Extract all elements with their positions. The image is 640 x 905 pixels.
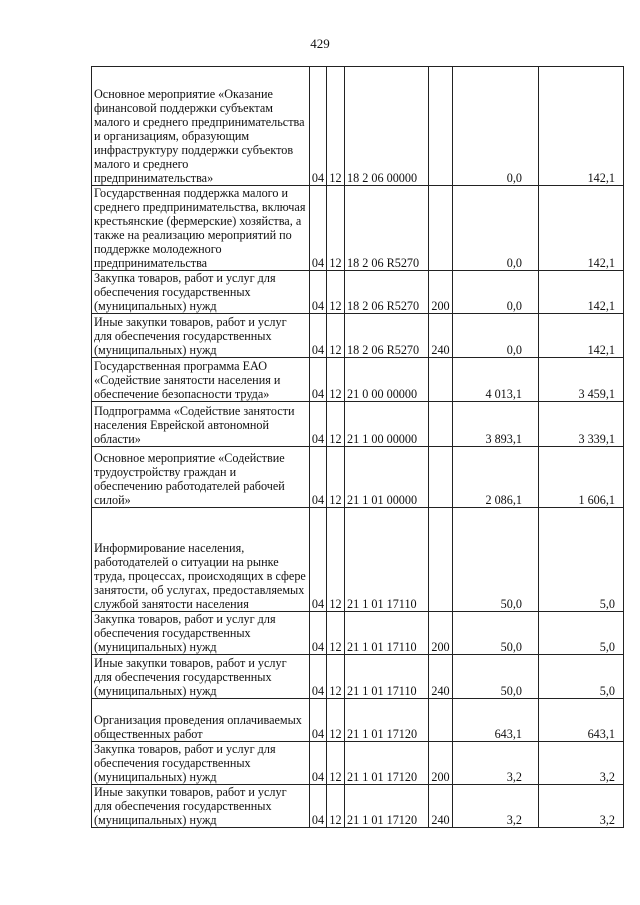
budget-table-body: [92, 67, 624, 828]
table-row: [92, 785, 624, 828]
row-value-1: 3,2: [453, 742, 539, 785]
page-number: 429: [310, 36, 330, 51]
row-value-2: 5,0: [539, 655, 624, 699]
row-expense-type: [429, 447, 453, 508]
table-row: [92, 699, 624, 742]
row-subsection: 12: [327, 358, 345, 402]
row-section: 04: [310, 655, 327, 699]
row-expense-type: 240: [429, 314, 453, 358]
row-value-2: 142,1: [539, 314, 624, 358]
row-expense-type: 200: [429, 271, 453, 314]
table-row: [92, 508, 624, 612]
row-expense-type: 200: [429, 612, 453, 655]
row-subsection: 12: [327, 447, 345, 508]
table-row: [92, 447, 624, 508]
row-program-code: 21 1 00 00000: [345, 402, 429, 447]
row-expense-type: 200: [429, 742, 453, 785]
row-value-2: 3,2: [539, 742, 624, 785]
row-program-code: 21 1 01 17110: [345, 612, 429, 655]
row-value-2: 3 459,1: [539, 358, 624, 402]
row-value-1: 50,0: [453, 655, 539, 699]
row-name: Иные закупки товаров, работ и услуг для обеспечения государственных (муниципальных) нужд: [92, 785, 310, 828]
row-value-1: 3 893,1: [453, 402, 539, 447]
row-expense-type: [429, 699, 453, 742]
row-subsection: 12: [327, 612, 345, 655]
row-program-code: 21 1 01 17120: [345, 742, 429, 785]
table-row: [92, 67, 624, 186]
row-subsection: 12: [327, 742, 345, 785]
row-subsection: 12: [327, 271, 345, 314]
table-row: [92, 742, 624, 785]
row-program-code: 21 1 01 17110: [345, 655, 429, 699]
row-value-2: 643,1: [539, 699, 624, 742]
row-value-1: 4 013,1: [453, 358, 539, 402]
row-subsection: 12: [327, 402, 345, 447]
row-value-2: 3,2: [539, 785, 624, 828]
row-expense-type: 240: [429, 655, 453, 699]
budget-table: [91, 66, 624, 828]
row-name: Основное мероприятие «Оказание финансовой поддержки субъектам малого и среднего предпринимательства и организациям, образующим инфраструктуру поддержки субъектов малого и среднего предпринимательства»: [92, 67, 310, 186]
row-section: 04: [310, 271, 327, 314]
row-expense-type: [429, 508, 453, 612]
row-subsection: 12: [327, 785, 345, 828]
table-row: [92, 358, 624, 402]
row-name: Иные закупки товаров, работ и услуг для обеспечения государственных (муниципальных) нужд: [92, 655, 310, 699]
table-row: [92, 655, 624, 699]
row-value-2: 5,0: [539, 612, 624, 655]
row-program-code: 21 1 01 17120: [345, 785, 429, 828]
row-section: 04: [310, 314, 327, 358]
row-expense-type: [429, 358, 453, 402]
table-row: [92, 314, 624, 358]
row-program-code: 21 1 01 00000: [345, 447, 429, 508]
row-section: 04: [310, 742, 327, 785]
table-row: [92, 271, 624, 314]
row-value-2: 5,0: [539, 508, 624, 612]
row-value-1: 3,2: [453, 785, 539, 828]
table-row: [92, 186, 624, 271]
row-name: Государственная программа ЕАО «Содействие занятости населения и обеспечение безопасности труда»: [92, 358, 310, 402]
table-row: [92, 402, 624, 447]
row-program-code: 18 2 06 R5270: [345, 314, 429, 358]
row-value-2: 1 606,1: [539, 447, 624, 508]
row-subsection: 12: [327, 508, 345, 612]
row-name: Подпрограмма «Содействие занятости населения Еврейской автономной области»: [92, 402, 310, 447]
row-name: Закупка товаров, работ и услуг для обеспечения государственных (муниципальных) нужд: [92, 271, 310, 314]
row-subsection: 12: [327, 699, 345, 742]
row-subsection: 12: [327, 655, 345, 699]
row-value-1: 0,0: [453, 186, 539, 271]
row-section: 04: [310, 785, 327, 828]
row-section: 04: [310, 402, 327, 447]
row-value-1: 2 086,1: [453, 447, 539, 508]
row-value-1: 0,0: [453, 314, 539, 358]
row-program-code: 18 2 06 R5270: [345, 186, 429, 271]
row-name: Закупка товаров, работ и услуг для обеспечения государственных (муниципальных) нужд: [92, 612, 310, 655]
row-expense-type: [429, 186, 453, 271]
table-row: [92, 612, 624, 655]
row-name: Информирование населения, работодателей о ситуации на рынке труда, процессах, происходящих в сфере занятости, об услугах, предоставляемых службой занятости населения: [92, 508, 310, 612]
row-expense-type: 240: [429, 785, 453, 828]
row-section: 04: [310, 67, 327, 186]
row-name: Государственная поддержка малого и среднего предпринимательства, включая крестьянские (фермерские) хозяйства, а также на реализацию мероприятий по поддержке молодежного предпринимательства: [92, 186, 310, 271]
row-expense-type: [429, 402, 453, 447]
row-name: Организация проведения оплачиваемых общественных работ: [92, 699, 310, 742]
row-section: 04: [310, 508, 327, 612]
row-value-1: 0,0: [453, 271, 539, 314]
row-value-1: 50,0: [453, 612, 539, 655]
row-section: 04: [310, 186, 327, 271]
row-value-2: 142,1: [539, 67, 624, 186]
row-value-1: 0,0: [453, 67, 539, 186]
row-section: 04: [310, 358, 327, 402]
row-value-2: 3 339,1: [539, 402, 624, 447]
row-name: Закупка товаров, работ и услуг для обеспечения государственных (муниципальных) нужд: [92, 742, 310, 785]
row-subsection: 12: [327, 186, 345, 271]
row-section: 04: [310, 699, 327, 742]
row-value-1: 50,0: [453, 508, 539, 612]
row-program-code: 21 1 01 17110: [345, 508, 429, 612]
row-subsection: 12: [327, 314, 345, 358]
row-expense-type: [429, 67, 453, 186]
row-program-code: 21 0 00 00000: [345, 358, 429, 402]
row-name: Основное мероприятие «Содействие трудоустройству граждан и обеспечению работодателей рабочей силой»: [92, 447, 310, 508]
row-subsection: 12: [327, 67, 345, 186]
row-value-1: 643,1: [453, 699, 539, 742]
row-program-code: 21 1 01 17120: [345, 699, 429, 742]
row-name: Иные закупки товаров, работ и услуг для обеспечения государственных (муниципальных) нужд: [92, 314, 310, 358]
row-value-2: 142,1: [539, 271, 624, 314]
row-section: 04: [310, 447, 327, 508]
row-value-2: 142,1: [539, 186, 624, 271]
row-program-code: 18 2 06 R5270: [345, 271, 429, 314]
row-program-code: 18 2 06 00000: [345, 67, 429, 186]
row-section: 04: [310, 612, 327, 655]
